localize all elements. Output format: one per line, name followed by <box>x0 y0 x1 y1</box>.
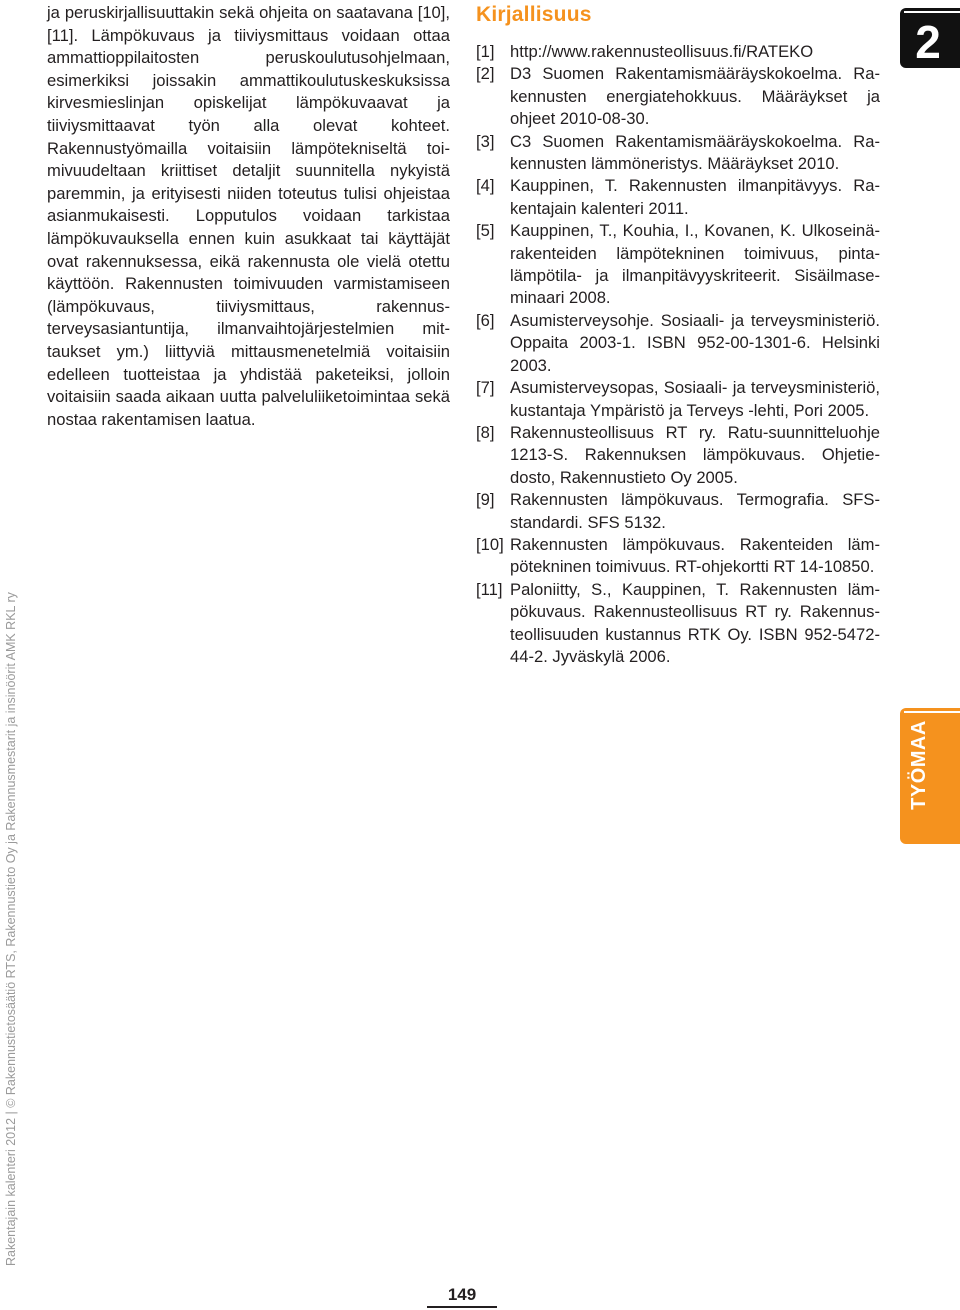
reference-item <box>476 534 880 579</box>
reference-text: Kauppinen, T., Kouhia, I., Kovanen, K. Ulkoseinärakenteiden lämpötekninen toimivuus, pintalämpötila- ja ilmanpitävyyskriteerit. Sisäilmaseminaari 2008. <box>510 221 880 308</box>
body-text-column <box>47 2 450 431</box>
page-number-underline <box>427 1306 497 1308</box>
reference-text: Asumisterveysopas, Sosiaali- ja terveysministeriö, kustantaja Ympäristö ja Terveys -lehti, Pori 2005. <box>510 378 880 420</box>
reference-item <box>476 63 880 130</box>
reference-item <box>476 131 880 176</box>
reference-text: Kauppinen, T. Rakennusten ilmanpitävyys. Rakentajain kalenteri 2011. <box>510 176 880 218</box>
reference-item <box>476 489 880 534</box>
reference-item <box>476 175 880 220</box>
reference-text: D3 Suomen Rakentamismääräyskokoelma. Rakennusten energiatehokkuus. Määräykset ja ohjeet 2010-08-30. <box>510 64 880 129</box>
body-paragraph: ja peruskirjallisuuttakin sekä ohjeita on saatavana [10], [11]. Lämpökuvaus ja tiiviysmittaus voidaan ottaa ammattioppilaitosten peruskoulutusohjelmaan, esimerkiksi joissakin ammattikoulutuskeskuksissa kirvesmieslinjan opiskelijat lämpökuvaavat ja tiiviysmittaavat työn alla olevat kohteet. Rakennustyömailla voitaisiin lämpötekniseltä toimivuudeltaan kriittiset detaljit suunnitella nykyistä paremmin, ja erityisesti niiden toteutus tulisi ohjeistaa asianmukaisesti. Lopputulos voidaan tarkistaa lämpökuvauksella ennen kuin asukkaat tai käyttäjät ovat rakennuksessa, eikä rakennusta ole vielä otettu käyttöön. Rakennusten toimivuuden varmistamiseen (lämpökuvaus, tiiviysmittaus, rakennusterveysasiantuntija, ilmanvaihtojärjestelmien mittaukset ym.) liittyviä mittausmenetelmiä voitaisiin edelleen tuotteistaa ja yhdistää paketeiksi, jolloin voitaisiin saada aikaan uutta palveluliiketoimintaa sekä nostaa rakentamisen laatua. <box>47 3 450 429</box>
reference-item <box>476 310 880 377</box>
copyright-side-note: Rakentajain kalenteri 2012 | © Rakennustietosäätiö RTS, Rakennustieto Oy ja Rakennusmestarit ja insinöörit AMK RKL ry <box>4 592 18 1266</box>
reference-item <box>476 220 880 310</box>
page-number: 149 <box>447 1285 477 1304</box>
reference-number: [2] <box>476 64 495 84</box>
reference-number: [4] <box>476 176 495 196</box>
reference-number: [11] <box>476 579 503 599</box>
references-list <box>476 41 880 668</box>
reference-text: Rakennusteollisuus RT ry. Ratu-suunnitteluohje 1213-S. Rakennuksen lämpökuvaus. Ohjetiedosto, Rakennustieto Oy 2005. <box>510 422 880 487</box>
reference-number: [6] <box>476 310 495 330</box>
reference-text: Paloniitty, S., Kauppinen, T. Rakennusten lämpökuvaus. Rakennusteollisuus RT ry. Rakennusteollisuuden kustannus RTK Oy. ISBN 952-5472-44-2. Jyväskylä 2006. <box>510 579 880 666</box>
references-section <box>476 2 880 668</box>
reference-item <box>476 422 880 489</box>
section-tab <box>900 708 960 844</box>
reference-text: http://www.rakennusteollisuus.fi/RATEKO <box>510 42 814 61</box>
reference-item <box>476 377 880 422</box>
reference-number: [3] <box>476 131 495 151</box>
chapter-number: 2 <box>915 16 941 68</box>
chapter-tab <box>900 8 960 68</box>
reference-number: [7] <box>476 378 495 398</box>
reference-number: [5] <box>476 221 495 241</box>
reference-item <box>476 579 880 669</box>
reference-text: Rakennusten lämpökuvaus. Termografia. SFS-standardi. SFS 5132. <box>510 490 880 532</box>
reference-number: [8] <box>476 422 495 442</box>
reference-text: Asumisterveysohje. Sosiaali- ja terveysministeriö. Oppaita 2003-1. ISBN 952-00-1301-6. Helsinki 2003. <box>510 310 880 375</box>
section-label: TYÖMAA <box>908 720 930 810</box>
reference-number: [10] <box>476 534 504 554</box>
reference-text: C3 Suomen Rakentamismääräyskokoelma. Rakennusten lämmöneristys. Määräykset 2010. <box>510 131 880 174</box>
reference-text: Rakennusten lämpökuvaus. Rakenteiden lämpötekninen toimivuus. RT-ohjekortti RT 14-10850. <box>510 534 880 577</box>
reference-number: [9] <box>476 490 495 510</box>
references-heading: Kirjallisuus <box>476 3 592 26</box>
reference-item <box>476 41 880 63</box>
reference-number: [1] <box>476 42 495 61</box>
